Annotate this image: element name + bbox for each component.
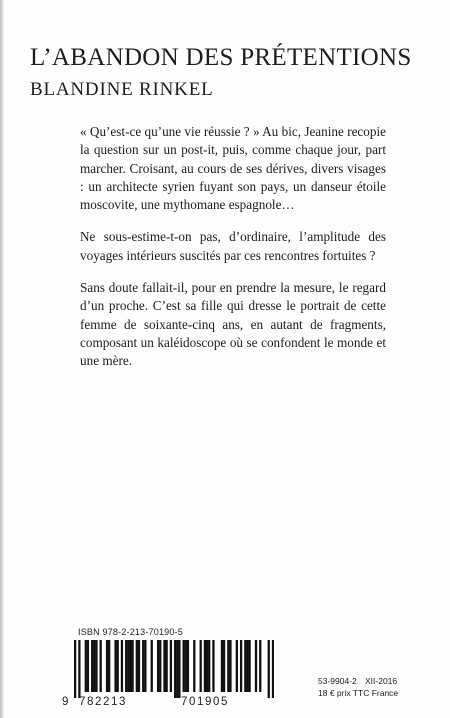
price-label: 18 € prix TTC France bbox=[318, 688, 399, 698]
barcode-digits bbox=[62, 696, 288, 708]
back-cover-blurb bbox=[80, 123, 386, 385]
blurb-paragraph-1: « Qu’est-ce qu’une vie réussie ? » Au bic, Jeanine recopie la question sur un post-it, puis, comme chaque jour, part marcher. Croisant, au cours de ses dérives, divers visages : un architecte syrien fuyant son pays, un danseur étoile moscovite, une mythomane espagnole… bbox=[80, 124, 386, 213]
blurb-paragraph-3: Sans doute fallait-il, pour en prendre la mesure, le regard d’un proche. C’est sa fille qui dresse le portrait de cette femme de soixante-cinq ans, en autant de fragments, composant un kaléidoscope où se confondent le monde et une mère. bbox=[80, 280, 386, 369]
catalog-code: 53-9904-2 bbox=[318, 676, 357, 686]
barcode-right-digits: 701905 bbox=[181, 696, 229, 708]
book-author: BLANDINE RINKEL bbox=[30, 79, 214, 100]
cover-spine-edge bbox=[0, 0, 4, 718]
barcode-left-digits: 782213 bbox=[79, 696, 127, 708]
book-title: L’ABANDON DES PRÉTENTIONS bbox=[30, 44, 412, 71]
print-date: XII-2016 bbox=[365, 676, 398, 686]
barcode-bars-icon bbox=[74, 640, 274, 698]
blurb-paragraph-2: Ne sous-estime-t-on pas, d’ordinaire, l’amplitude des voyages intérieurs suscités par ces rencontres fortuites ? bbox=[80, 229, 386, 263]
barcode bbox=[62, 640, 288, 706]
isbn-label: ISBN 978-2-213-70190-5 bbox=[78, 627, 183, 637]
barcode-first-digit: 9 bbox=[62, 696, 69, 708]
